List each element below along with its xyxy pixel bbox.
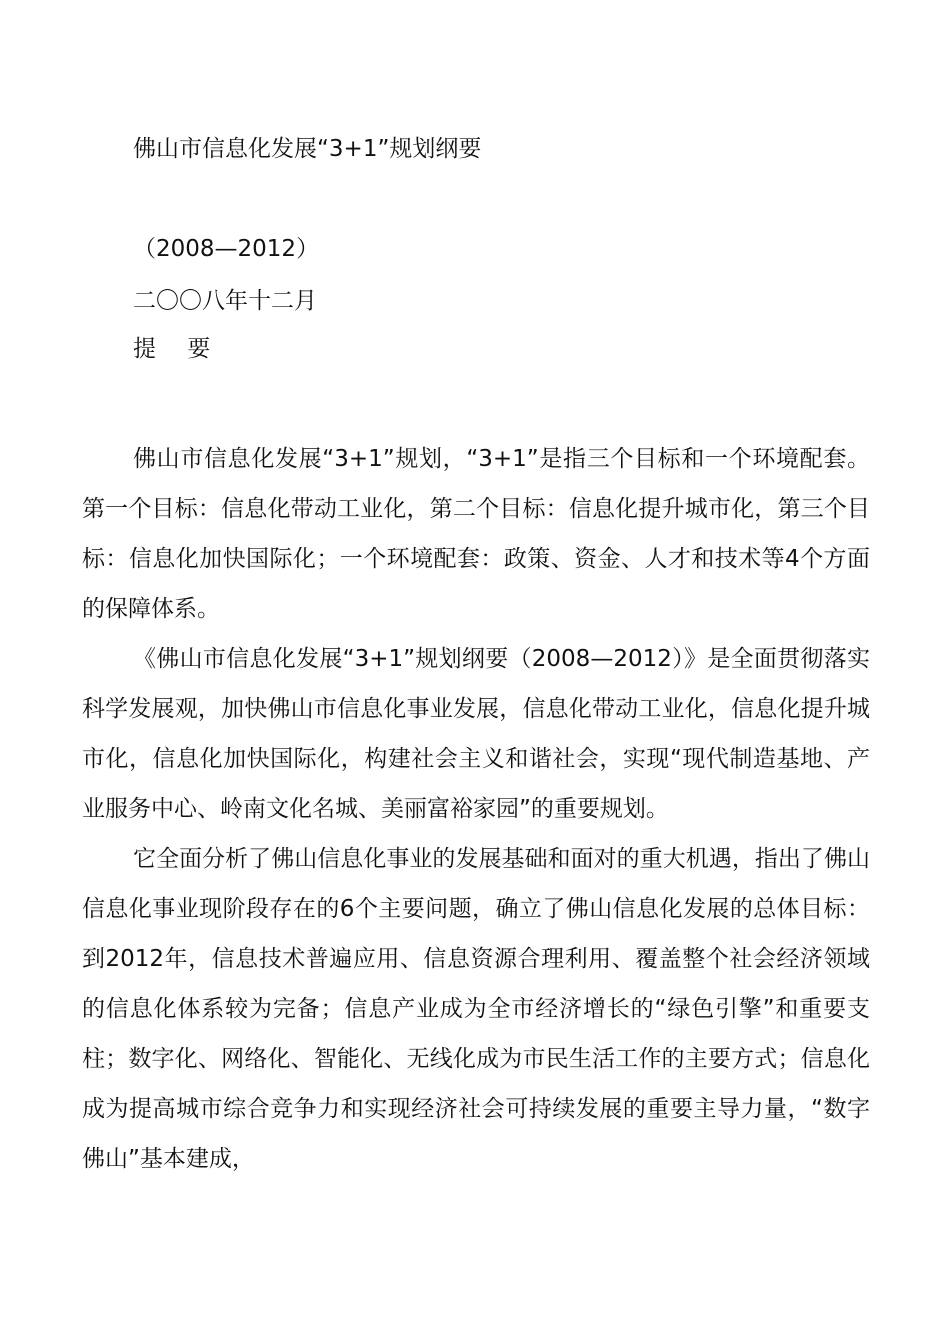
paragraph-1: 佛山市信息化发展“3+1”规划，“3+1”是指三个目标和一个环境配套。第一个目标：信息化带动工业化，第二个目标：信息化提升城市化，第三个目标：信息化加快国际化；一个环境配套：政策、资金、人才和技术等4个方面的保障体系。 xyxy=(82,446,870,622)
document-date: 二〇〇八年十二月 xyxy=(133,288,317,314)
document-body xyxy=(82,434,870,1184)
document-title: 佛山市信息化发展“3+1”规划纲要 xyxy=(133,136,482,162)
paragraph-3: 它全面分析了佛山信息化事业的发展基础和面对的重大机遇，指出了佛山信息化事业现阶段存在的6个主要问题，确立了佛山信息化发展的总体目标：到2012年，信息技术普遍应用、信息资源合理利用、覆盖整个社会经济领域的信息化体系较为完备；信息产业成为全市经济增长的“绿色引擎”和重要支柱；数字化、网络化、智能化、无线化成为市民生活工作的主要方式；信息化成为提高城市综合竞争力和实现经济社会可持续发展的重要主导力量，“数字佛山”基本建成， xyxy=(82,846,870,1172)
document-years: （2008—2012） xyxy=(133,236,320,262)
paragraph-2: 《佛山市信息化发展“3+1”规划纲要（2008—2012）》是全面贯彻落实科学发展观，加快佛山市信息化事业发展，信息化带动工业化，信息化提升城市化，信息化加快国际化，构建社会主义和谐社会，实现“现代制造基地、产业服务中心、岭南文化名城、美丽富裕家园”的重要规划。 xyxy=(82,646,870,822)
abstract-heading: 提 要 xyxy=(133,336,223,362)
